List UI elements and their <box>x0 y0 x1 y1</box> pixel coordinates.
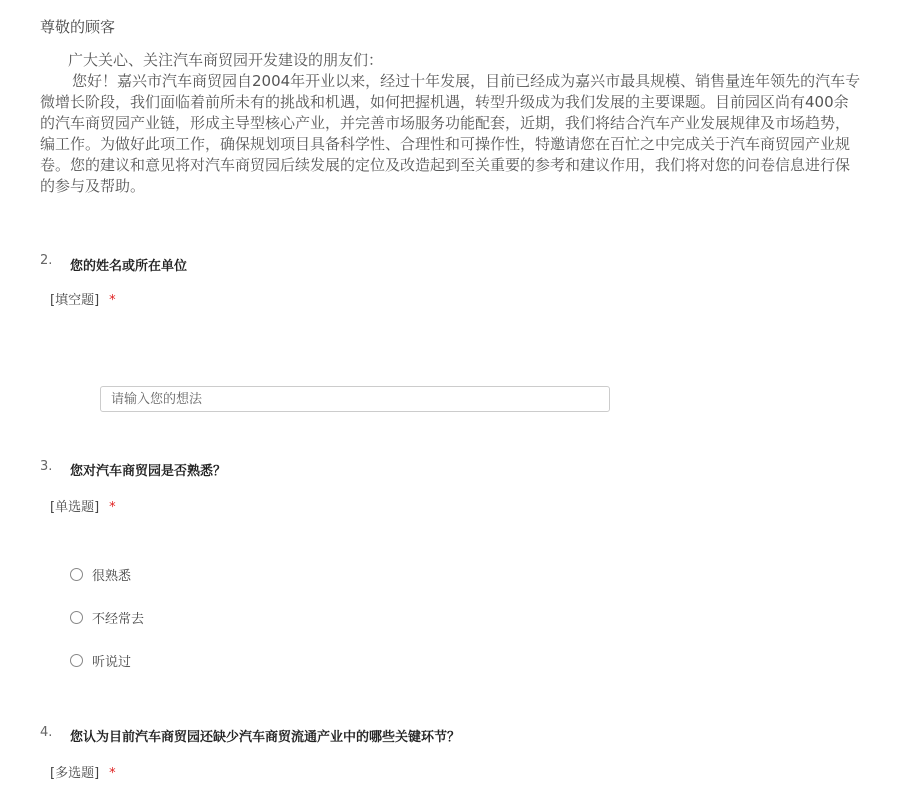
question-3-number: 3. <box>40 459 53 474</box>
question-2-title: 您的姓名或所在单位 <box>70 259 188 274</box>
required-marker: * <box>109 500 116 515</box>
intro-line: 卷。您的建议和意见将对汽车商贸园后续发展的定位及改造起到至关重要的参考和建议作用，我们将对您的问卷信息进行保 <box>40 156 851 174</box>
intro-line: 您好！嘉兴市汽车商贸园自2004年开业以来，经过十年发展，目前已经成为嘉兴市最具规模、销售量连年领先的汽车专 <box>72 72 861 90</box>
option-label: 很熟悉 <box>92 568 132 584</box>
intro-line: 的汽车商贸园产业链，形成主导型核心产业，并完善市场服务功能配套，近期，我们将结合汽车产业发展规律及市场趋势， <box>40 114 851 132</box>
question-type-label: [多选题] <box>50 766 100 781</box>
intro-line: 广大关心、关注汽车商贸园开发建设的朋友们： <box>68 51 384 69</box>
option-rarely-visit[interactable] <box>70 608 144 626</box>
option-heard-of[interactable] <box>70 651 131 669</box>
question-type-label: [填空题] <box>50 293 100 308</box>
name-or-company-input[interactable] <box>100 386 610 412</box>
option-label: 不经常去 <box>92 611 145 627</box>
intro-line: 编工作。为做好此项工作，确保规划项目具备科学性、合理性和可操作性，特邀请您在百忙之中完成关于汽车商贸园产业规 <box>40 135 851 153</box>
intro-paragraph <box>40 50 900 197</box>
question-3-type <box>50 496 116 515</box>
option-very-familiar[interactable] <box>70 565 131 583</box>
radio-circle-icon[interactable] <box>70 568 83 581</box>
intro-line: 的参与及帮助。 <box>40 177 146 195</box>
option-label: 听说过 <box>92 654 132 670</box>
question-4-type <box>50 762 116 781</box>
question-2-number: 2. <box>40 253 53 268</box>
required-marker: * <box>109 766 116 781</box>
question-4-title: 您认为目前汽车商贸园还缺少汽车商贸流通产业中的哪些关键环节？ <box>70 730 461 745</box>
question-4-number: 4. <box>40 725 53 740</box>
radio-circle-icon[interactable] <box>70 611 83 624</box>
greeting-text: 尊敬的顾客 <box>40 18 116 36</box>
intro-line: 微增长阶段，我们面临着前所未有的挑战和机遇，如何把握机遇，转型升级成为我们发展的主要课题。目前园区尚有400余 <box>40 93 849 111</box>
radio-circle-icon[interactable] <box>70 654 83 667</box>
question-type-label: [单选题] <box>50 500 100 515</box>
question-3-title: 您对汽车商贸园是否熟悉？ <box>70 464 227 479</box>
required-marker: * <box>109 293 116 308</box>
question-2-type <box>50 289 116 308</box>
